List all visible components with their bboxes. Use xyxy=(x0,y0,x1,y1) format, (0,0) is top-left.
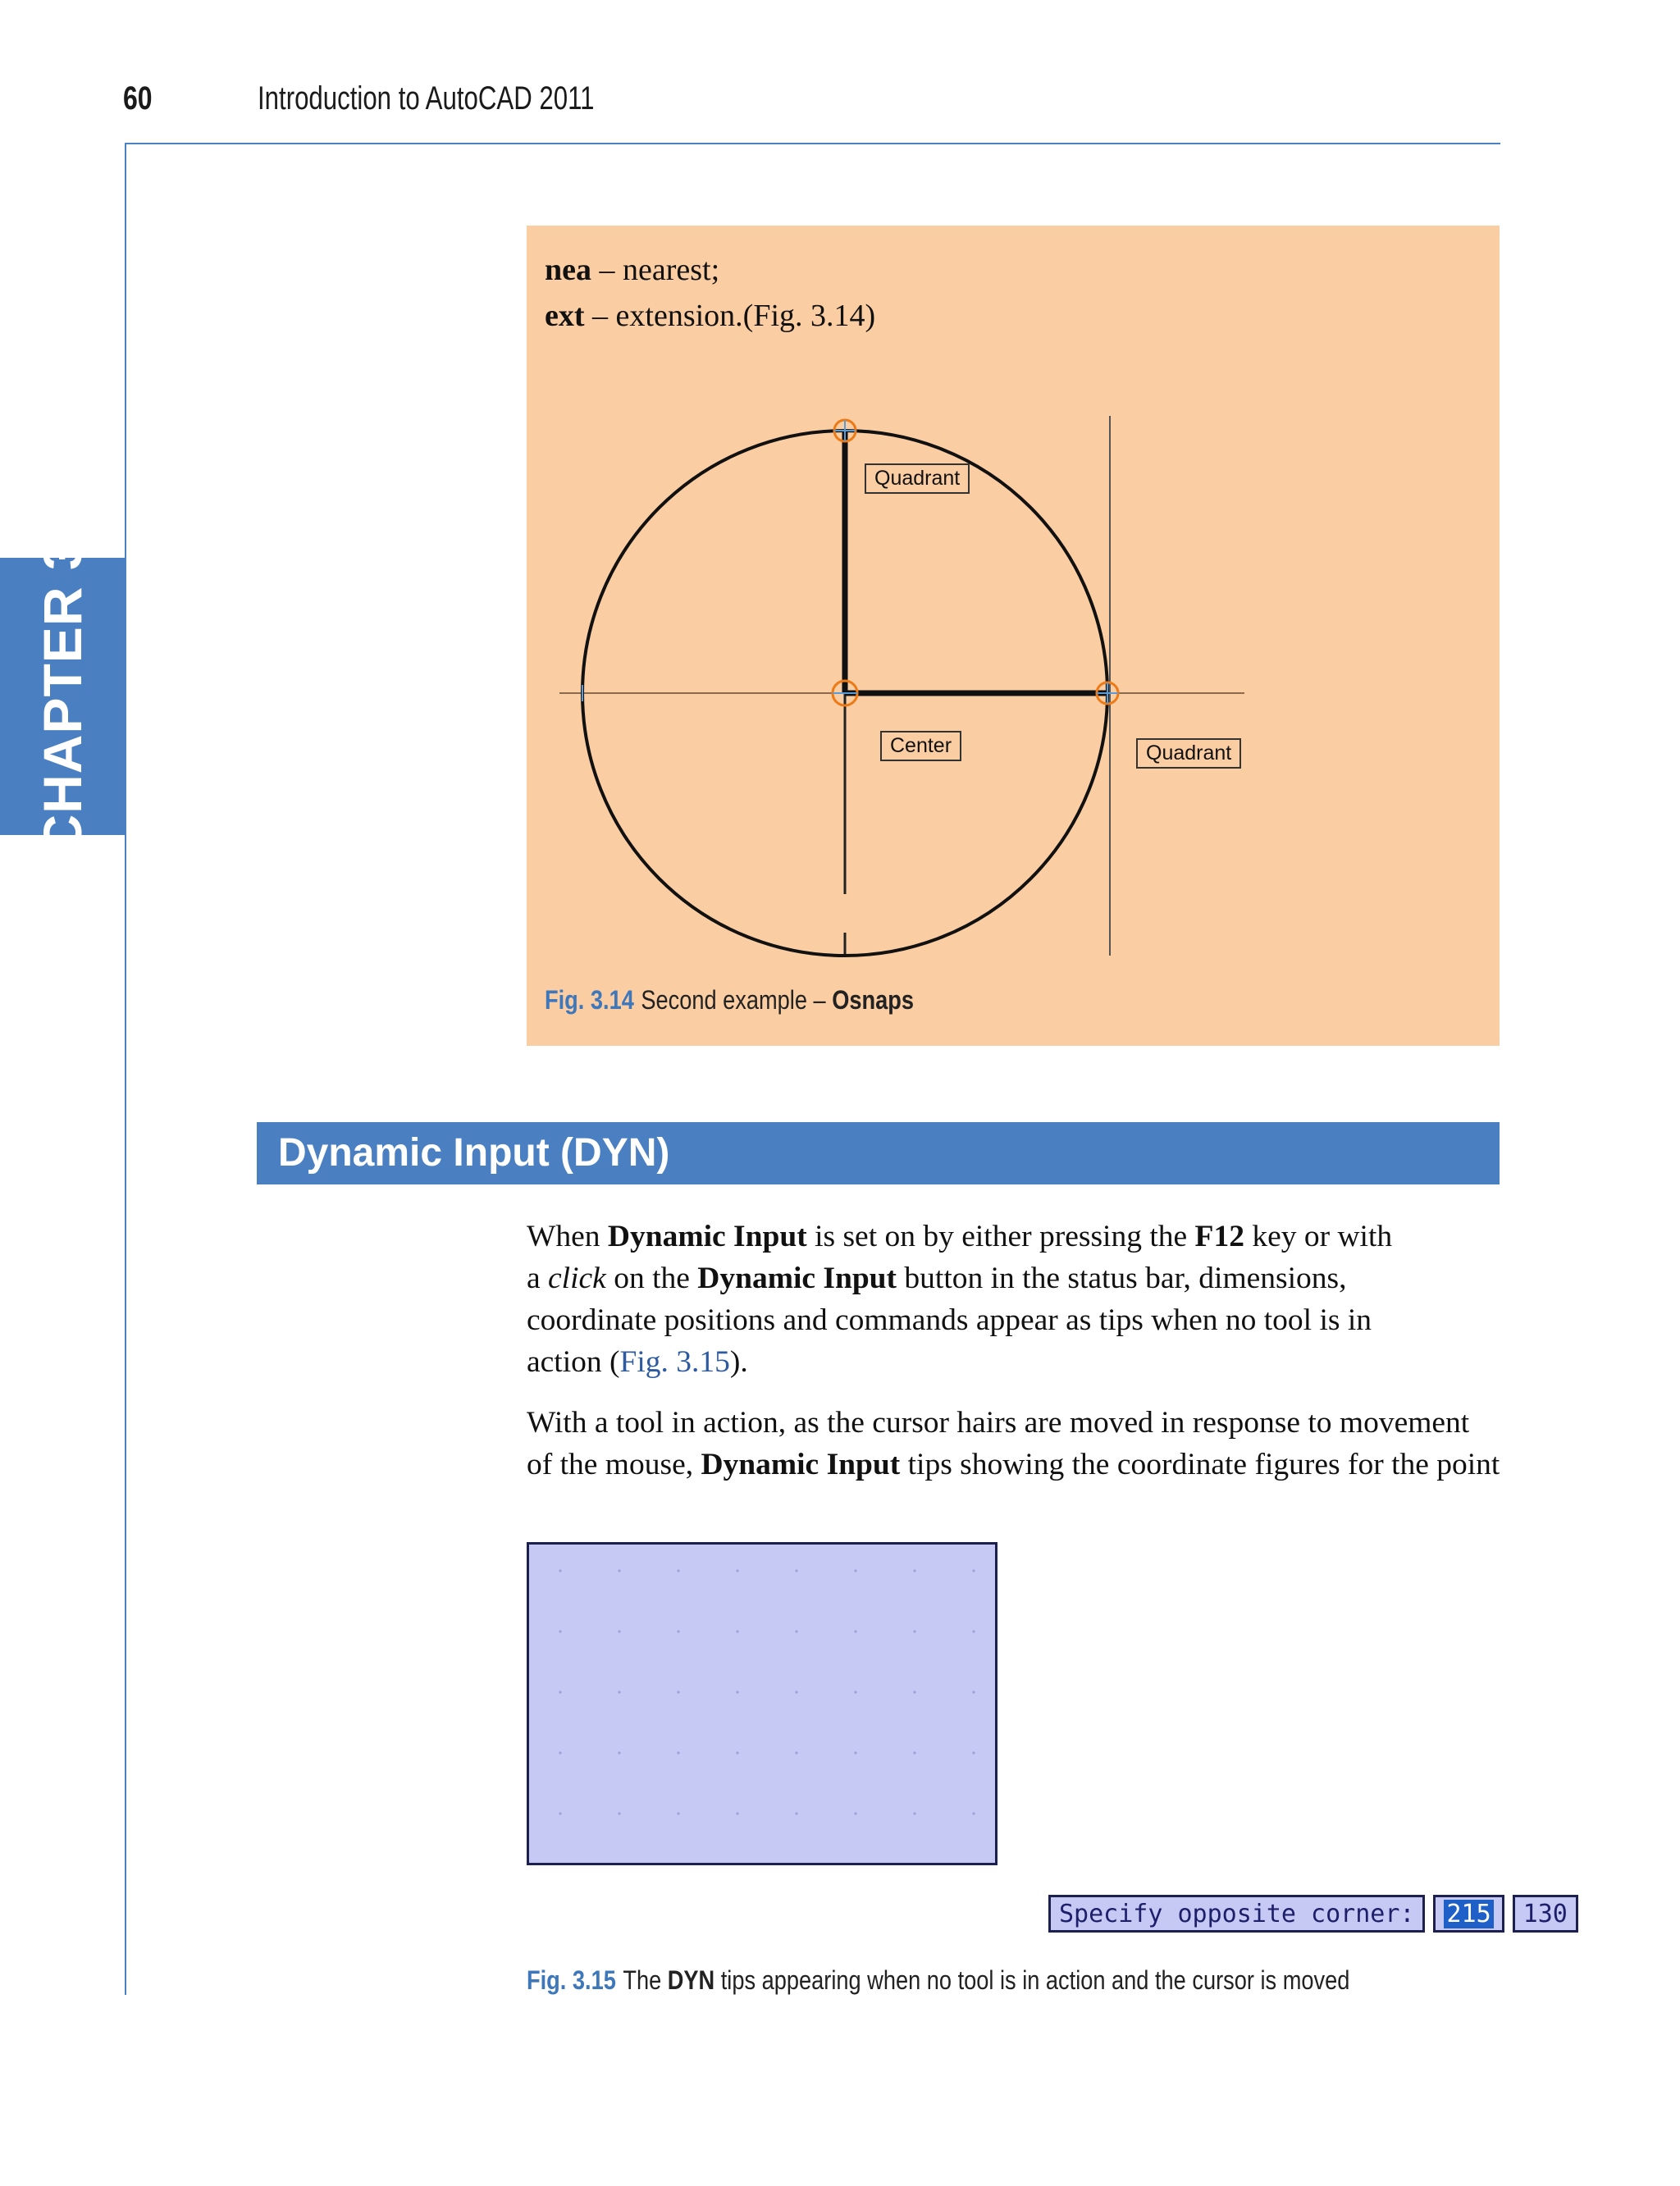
page-number: 60 xyxy=(123,80,153,116)
grid-dot xyxy=(972,1569,975,1572)
fig-3-15-link[interactable]: Fig. 3.15 xyxy=(619,1345,730,1379)
grid-dot xyxy=(736,1691,738,1693)
grid-dot xyxy=(795,1751,797,1754)
grid-dot xyxy=(618,1630,620,1632)
grid-dot xyxy=(736,1569,738,1572)
grid-dot xyxy=(854,1812,856,1814)
header-rule xyxy=(126,143,1500,144)
dyn-prompt: Specify opposite corner: xyxy=(1048,1895,1425,1933)
grid-dot xyxy=(913,1691,915,1693)
grid-dot xyxy=(854,1569,856,1572)
dyn-x-input[interactable]: 215 xyxy=(1433,1895,1504,1933)
grid-dot xyxy=(618,1691,620,1693)
running-title: Introduction to AutoCAD 2011 xyxy=(258,80,595,116)
fig14-caption: Fig. 3.14 Second example – Osnaps xyxy=(545,985,914,1015)
grid-dot xyxy=(736,1812,738,1814)
dyn-y-input[interactable]: 130 xyxy=(1513,1895,1578,1933)
grid-dot xyxy=(559,1751,561,1754)
grid-dot xyxy=(677,1751,679,1754)
section-heading-bar xyxy=(257,1122,1500,1184)
grid-dot xyxy=(677,1569,679,1572)
grid-dot xyxy=(559,1812,561,1814)
fig14-line-ext: ext – extension.(Fig. 3.14) xyxy=(545,299,876,333)
grid-dot xyxy=(972,1812,975,1814)
paragraph-dynamic-input-1: When Dynamic Input is set on by either pressing the F12 key or with a click on the Dynamic Input button in the status bar, dimensions, coordinate positions and commands appear as tips when no tool is in action (Fig. 3.15). xyxy=(527,1220,1393,1379)
grid-dot xyxy=(795,1569,797,1572)
fig15-caption: Fig. 3.15 The DYN tips appearing when no tool is in action and the cursor is moved xyxy=(527,1965,1350,1995)
grid-dot xyxy=(736,1630,738,1632)
grid-dot xyxy=(795,1630,797,1632)
grid-dot xyxy=(972,1691,975,1693)
grid-dot xyxy=(618,1569,620,1572)
osnap-drawing xyxy=(527,226,1500,1046)
dyn-drawing-area xyxy=(527,1542,998,1865)
grid-dot xyxy=(913,1812,915,1814)
quadrant-marker-right xyxy=(1097,682,1118,704)
grid-dot xyxy=(559,1630,561,1632)
label-quadrant-top: Quadrant xyxy=(865,463,970,494)
grid-dot xyxy=(677,1630,679,1632)
grid-dot xyxy=(854,1751,856,1754)
grid-dot xyxy=(677,1812,679,1814)
section-title: Dynamic Input (DYN) xyxy=(278,1131,670,1175)
figure-3-14 xyxy=(527,226,1500,1046)
grid-dot xyxy=(913,1569,915,1572)
chapter-tab xyxy=(0,539,125,854)
grid-dot xyxy=(618,1812,620,1814)
paragraph-dynamic-input-2: With a tool in action, as the cursor hairs are moved in response to movement of the mouse, Dynamic Input tips showing the coordinate figures for the point xyxy=(527,1406,1500,1481)
grid-dot xyxy=(854,1630,856,1632)
grid-dot xyxy=(559,1691,561,1693)
fig14-line-nea: nea – nearest; xyxy=(545,253,720,287)
grid-dot xyxy=(618,1751,620,1754)
dyn-tip xyxy=(1048,1895,1578,1933)
grid-dot xyxy=(913,1630,915,1632)
grid-dot xyxy=(972,1630,975,1632)
margin-rule xyxy=(125,143,126,1995)
grid-dot xyxy=(795,1812,797,1814)
grid-dots xyxy=(529,1545,995,1863)
grid-dot xyxy=(736,1751,738,1754)
grid-dot xyxy=(795,1691,797,1693)
label-quadrant-right: Quadrant xyxy=(1136,738,1241,769)
grid-dot xyxy=(854,1691,856,1693)
label-center: Center xyxy=(880,731,961,761)
chapter-label: CHAPTER 3 xyxy=(32,539,93,854)
quadrant-marker-top xyxy=(834,420,856,441)
grid-dot xyxy=(559,1569,561,1572)
grid-dot xyxy=(913,1751,915,1754)
grid-dot xyxy=(677,1691,679,1693)
grid-dot xyxy=(972,1751,975,1754)
